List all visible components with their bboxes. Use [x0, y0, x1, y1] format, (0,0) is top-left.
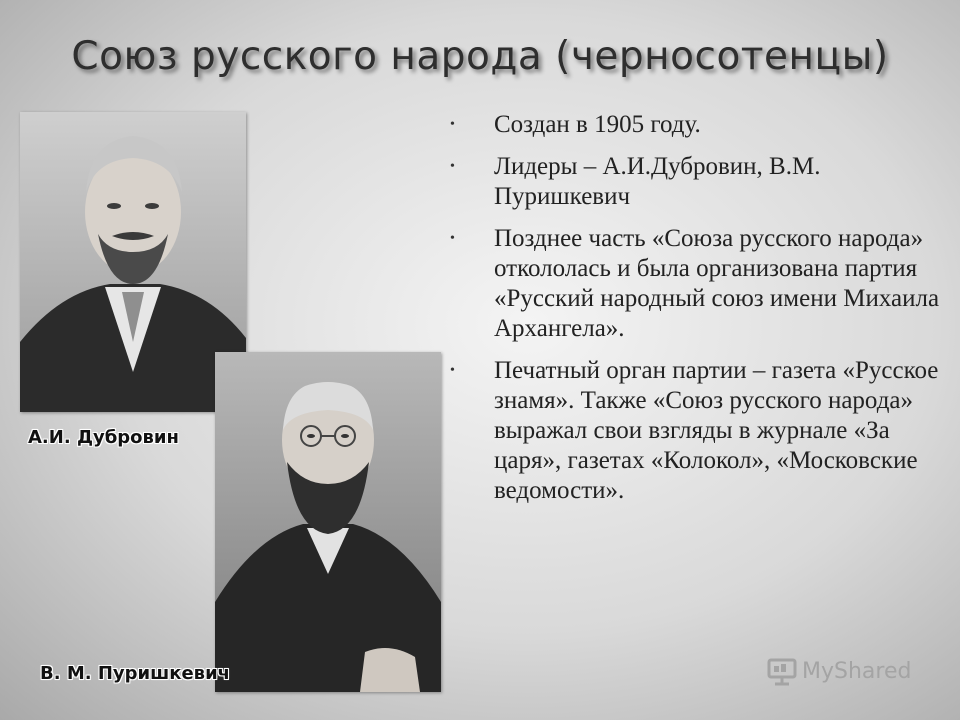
bullet-text: Позднее часть «Союза русского народа» откололась и была организована партия «Русский народный союз имени Михаила Архангела».: [494, 225, 940, 342]
bullet-item: [450, 356, 950, 506]
bullet-list: [450, 110, 950, 518]
bullet-icon: •: [450, 117, 455, 132]
bullet-text: Лидеры – А.И.Дубровин, В.М. Пуришкевич: [494, 153, 821, 210]
watermark-logo: [766, 656, 911, 686]
portrait-dubrovin: [20, 112, 246, 412]
bullet-icon: •: [450, 363, 455, 378]
caption-dubrovin: А.И. Дубровин: [28, 427, 179, 448]
presentation-board-icon: [766, 656, 798, 686]
bullet-item: [450, 224, 950, 344]
bullet-text: Печатный орган партии – газета «Русское знамя». Также «Союз русского народа» выражал свои взгляды в журнале «За царя», газетах «Колокол», «Московские ведомости».: [494, 357, 939, 504]
bullet-text: Создан в 1905 году.: [494, 111, 701, 138]
caption-purishkevich: В. М. Пуришкевич: [40, 663, 231, 684]
bullet-item: [450, 152, 950, 212]
bullet-icon: •: [450, 231, 455, 246]
bullet-icon: •: [450, 159, 455, 174]
watermark-text: MyShared: [802, 658, 912, 684]
portrait-purishkevich: [215, 352, 441, 692]
bullet-item: [450, 110, 950, 140]
slide-title: Союз русского народа (черносотенцы): [71, 34, 889, 79]
